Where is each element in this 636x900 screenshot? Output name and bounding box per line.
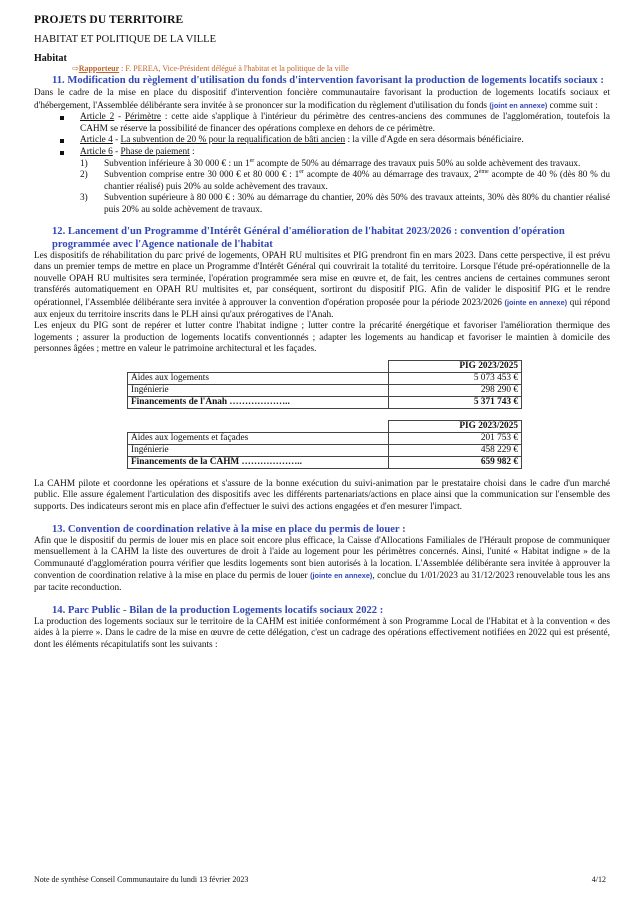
table-cell-value: 458 229 € [389, 444, 522, 456]
table-corner [128, 420, 389, 432]
section-14-title [34, 604, 610, 617]
document-page [34, 14, 610, 651]
list-item-article-4 [60, 135, 610, 147]
table-financements-anah [127, 360, 522, 409]
table-cell-value: 201 753 € [389, 432, 522, 444]
annexe-link[interactable]: (joint en annexe) [489, 100, 548, 110]
bullet-square-icon [60, 151, 64, 155]
section-14-paragraph: La production des logements sociaux sur le territoire de la CAHM est initiée conformément à son Programme Local de l'Habitat et à la convention « des aides à la pierre ». Dans le cadre de la mise en œuvre de cette délégation, c'est un cadrage des opérations effectivement notifiées en 2022 qui est présenté, dont les éléments récapitulatifs sont les suivants : [34, 616, 610, 650]
annexe-link[interactable]: (jointe en annexe) [310, 571, 373, 581]
table-row [128, 432, 522, 444]
section-14-number: 14. [52, 604, 66, 616]
list-item-payment-1 [80, 159, 610, 171]
payment-2-sup-1: er [299, 169, 304, 176]
footer-title: Note de synthèse Conseil Communautaire du lundi 13 février 2023 [34, 875, 249, 884]
list-item-payment-2 [80, 170, 610, 193]
table-cell-value: 5 371 743 € [389, 396, 522, 408]
list-item-article-2 [60, 112, 610, 135]
section-13-title [34, 523, 610, 536]
page-number: 4/12 [591, 875, 606, 884]
list-number: 1) [80, 158, 88, 169]
section-13-heading: Convention de coordination relative à la mise en place du permis de louer : [67, 523, 406, 535]
table-header: PIG 2023/2025 [389, 360, 522, 372]
table-financements-cahm [127, 420, 522, 469]
bullet-square-icon [60, 139, 64, 143]
article-4-label: Article 4 [80, 135, 113, 146]
section-12-p1-text: Les dispositifs de réhabilitation du parc privé de logements, OPAH RU multisites et PIG prendront fin en mars 2023. Dans cette perspective, il est prévu dans un premier temps de mettre en place un Programme d'Intérêt Général qui couvrirait la totalité du territoire. Lorsque l'étude pré-opérationnelle de la nouvelle OPAH RU multisites sera terminée, l'opération programmée sera mise en œuvre et, de fait, les centres anciens de certaines communes seront transférés automatiquement en OPAH RU multisites et, par conséquent, sortiront du dispositif PIG. Afin de valider le dispositif PIG et le rendre opérationnel, l'Assemblée délibérante sera invitée à approuver la convention d'opération proposée pour la période 2023/2026 [34, 250, 610, 308]
section-13-number: 13. [52, 523, 66, 535]
table-row-total [128, 396, 522, 408]
arrow-right-icon: ⇨ [72, 64, 79, 73]
article-6-label: Article 6 [80, 146, 113, 157]
section-heading-projets: PROJETS DU TERRITOIRE [34, 14, 184, 26]
table-header: PIG 2023/2025 [389, 420, 522, 432]
table-corner [128, 360, 389, 372]
heading-habitat: Habitat [34, 53, 67, 64]
table-cell-label: Aides aux logements [128, 372, 389, 384]
article-4-text: : la ville d'Agde en sera désormais bénéficiaire. [345, 135, 524, 146]
section-12-paragraph-2: Les enjeux du PIG sont de repérer et lutter contre l'habitat indigne ; lutter contre la précarité énergétique et favoriser l'amélioration thermique des logements ; assurer la production de logements locatifs conventionnés ; adapter les logements au handicap et favoriser le maintien à domicile des personnes âgées ; mettre en valeur le patrimoine architectural et les façades. [34, 321, 610, 355]
section-12-heading: Lancement d'un Programme d'Intérêt Général d'amélioration de l'habitat 2023/2026 : convention d'opération programmée avec l'Agence nationale de l'habitat [52, 225, 565, 250]
article-2-separator: - [114, 112, 125, 123]
payment-1-sup: er [249, 157, 255, 164]
list-item-payment-3 [80, 193, 610, 216]
article-6-title: Phase de paiement [120, 146, 190, 157]
table-cell-label: Aides aux logements et façades [128, 432, 389, 444]
table-cell-label: Financements de l'Anah ……………….. [128, 396, 389, 408]
payment-phase-list [34, 159, 610, 217]
section-12-number: 12. [52, 225, 66, 237]
table-row [128, 372, 522, 384]
article-6-text: : [189, 146, 195, 157]
section-12-paragraph-1 [34, 251, 610, 322]
section-11-title [34, 74, 610, 87]
section-13-paragraph [34, 536, 610, 595]
section-11-number: 11. [52, 75, 65, 86]
section-13-text: Afin que le dispositif du permis de louer mis en place soit encore plus efficace, la Caisse d'Allocations Familiales de l'Hérault propose de communiquer mensuellement à la CAHM la liste des ouvertures de droit à l'aide au logement pour les périmètres concernés. Ainsi, l'unité « Habitat indigne » de la Communauté d'agglomération pourra vérifier que lesdits logements sont bien autorisés à la location. L'Assemblée délibérante sera invitée à approuver la convention de coordination relative à la mise en place du permis de louer [34, 535, 610, 582]
payment-2-text-a: Subvention comprise entre 30 000 € et 80 000 € : 1 [104, 170, 300, 181]
rapporteur-text: : F. PEREA, Vice-Président délégué à l'habitat et la politique de la ville [119, 64, 349, 73]
section-11-heading: Modification du règlement d'utilisation du fonds d'intervention favorisant la production de logements locatifs sociaux : [67, 75, 604, 86]
article-4-title: La subvention de 20 % pour la requalification de bâti ancien [120, 135, 346, 146]
article-4-separator: - [112, 135, 121, 146]
article-2-title: Périmètre [124, 112, 162, 123]
payment-2-text-b: acompte de 40% au démarrage des travaux, 2 [303, 170, 479, 181]
rapporteur-line [72, 64, 610, 73]
page-footer [34, 875, 606, 884]
payment-3-text: Subvention supérieure à 80 000 € : 30% au démarrage du chantier, 20% dès 50% des travaux atteints, 30% dès 80% du chantier réalisé puis 20% au solde achèvement de travaux. [104, 193, 610, 215]
table-cell-label: Financements de la CAHM ……………….. [128, 456, 389, 468]
payment-1-text-a: Subvention inférieure à 30 000 € : un 1 [104, 158, 250, 169]
payment-2-text-c: acompte de 40 % (dès 80 % du chantier réalisé) puis 20% au solde achèvement des travaux. [104, 170, 610, 192]
list-number: 2) [80, 170, 88, 181]
table-row [128, 444, 522, 456]
annexe-link[interactable]: (jointe en annexe) [504, 297, 568, 307]
subsection-heading-habitat-politique: HABITAT ET POLITIQUE DE LA VILLE [34, 34, 217, 45]
section-12-p1-end: qui répond aux enjeux du territoire inscrits dans le PLH ainsi qu'aux prérogatives de l'Anah. [34, 297, 610, 320]
bullet-square-icon [60, 116, 64, 120]
table-row [128, 384, 522, 396]
article-2-text: : cette aide s'applique à l'intérieur du périmètre des centres-anciens des communes de l'agglomération, toutefois la CAHM se réserve la possibilité de financer des opérations complexe en dehors de ce périmètre. [80, 112, 610, 134]
rapporteur-label: Rapporteur [78, 64, 120, 73]
table-cell-value: 5 073 453 € [389, 372, 522, 384]
list-number: 3) [80, 193, 88, 204]
table-cell-value: 298 290 € [389, 384, 522, 396]
payment-1-text-b: acompte de 50% au démarrage des travaux puis 50% au solde achèvement des travaux. [254, 158, 581, 169]
table-cell-value: 659 982 € [389, 456, 522, 468]
table-cell-label: Ingénierie [128, 444, 389, 456]
section-12-title [34, 225, 610, 251]
section-11-intro-text: Dans le cadre de la mise en place du dispositif d'intervention foncière communautaire favorisant la production de logements locatifs sociaux et d'hébergement, l'Assemblée délibérante sera invitée à se prononcer sur la modification du règlement d'utilisation du fonds [34, 88, 610, 111]
section-12-paragraph-3: La CAHM pilote et coordonne les opérations et s'assure de la bonne exécution du suivi-animation par le prestataire choisi dans le cadre d'un marché public. Elle assure également l'articulation des dispositifs avec les différents partenariats/actions en place ainsi que la communication sur l'ensemble des supports. Des indicateurs seront mis en place afin d'effectuer le suivi des actions engagées et d'en mesurer l'impact. [34, 478, 610, 513]
payment-2-sup-2: ème [478, 169, 489, 176]
section-14-heading: Parc Public - Bilan de la production Logements locatifs sociaux 2022 : [67, 604, 384, 616]
article-6-separator: - [112, 146, 121, 157]
article-list [34, 112, 610, 158]
list-item-article-6 [60, 147, 610, 159]
section-13-end: , conclue du 1/01/2023 au 31/12/2023 renouvelable tous les ans par tacite reconduction. [34, 571, 610, 594]
section-11-intro-end: comme suit : [547, 100, 598, 111]
article-2-label: Article 2 [80, 112, 115, 123]
table-cell-label: Ingénierie [128, 384, 389, 396]
section-11-intro [34, 88, 610, 112]
table-row-total [128, 456, 522, 468]
